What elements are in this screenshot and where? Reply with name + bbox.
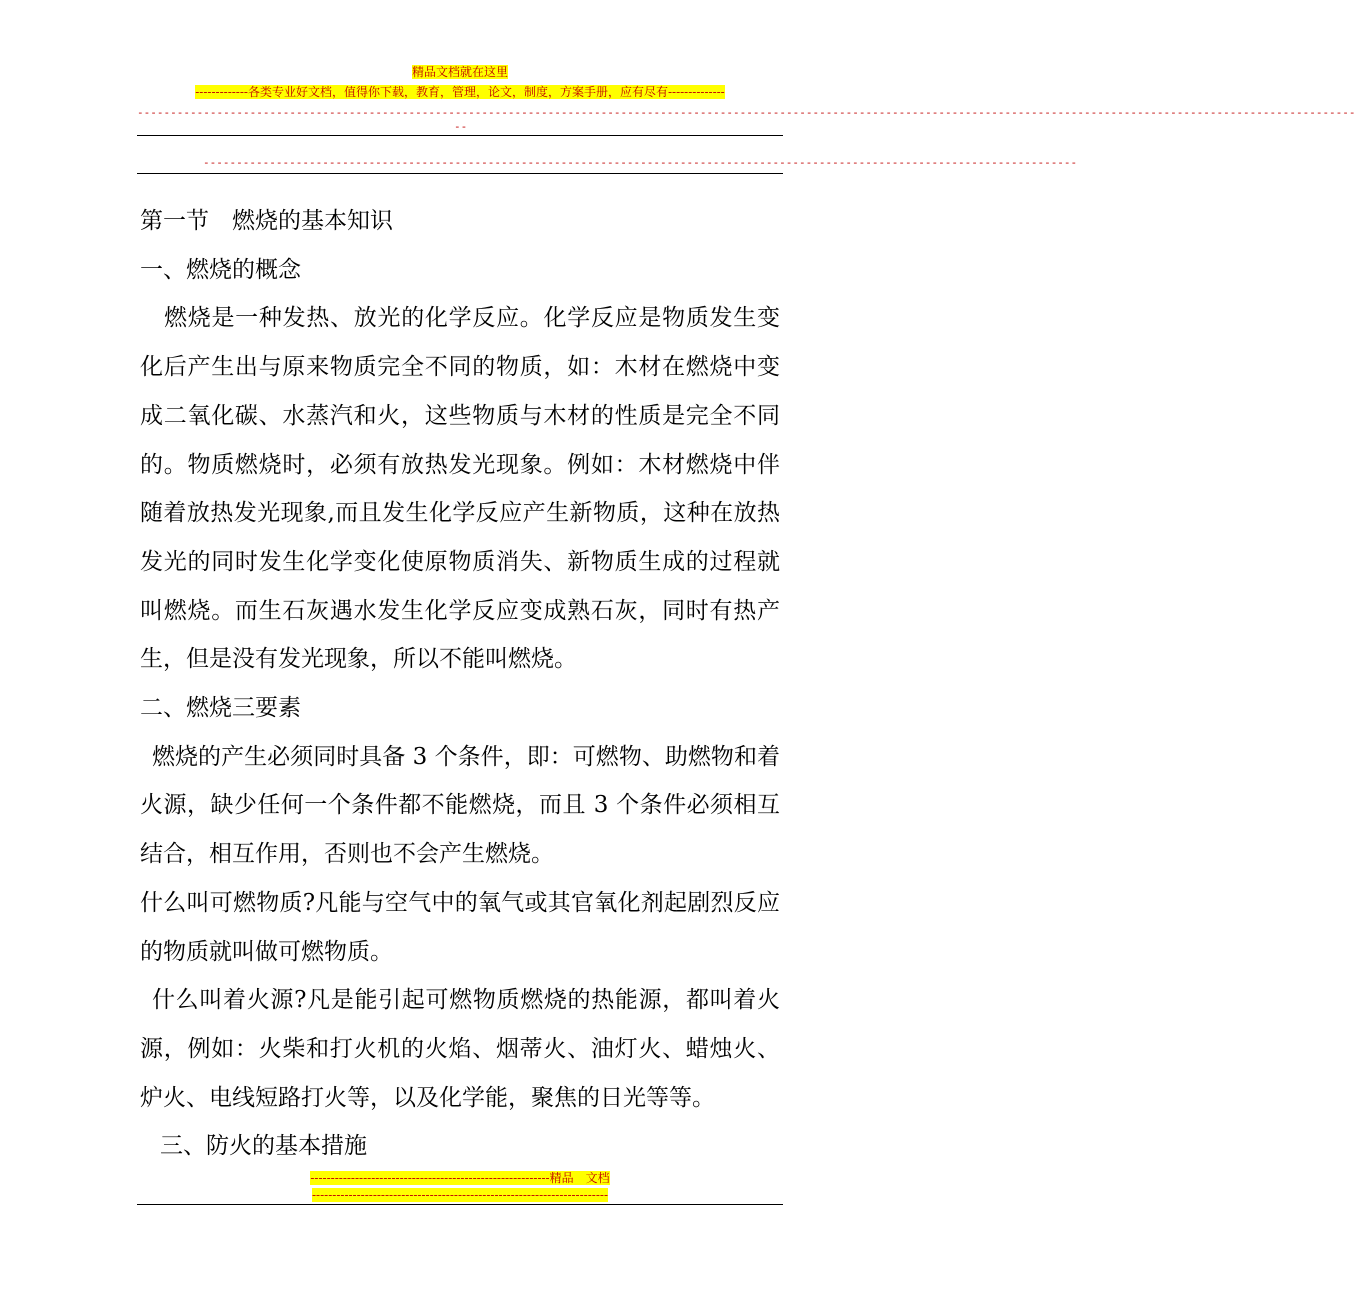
heading-fire-prevention: 三、防火的基本措施 xyxy=(160,1133,367,1160)
header-rule-bottom xyxy=(137,173,783,174)
header-title-text: 精品文档就在这里 xyxy=(411,65,508,79)
header-subtitle-text: -------------各类专业好文档，值得你下载，教育，管理，论文，制度，方案手册，应有尽有-------------- xyxy=(195,85,725,99)
paragraph-concept: 燃烧是一种发热、放光的化学反应。化学反应是物质发生变化后产生出与原来物质完全不同的物质，如：木材在燃烧中变成二氧化碳、水蒸汽和火，这些物质与木材的性质是完全不同的。物质燃烧时，必须有放热发光现象。例如：木材燃烧中伴随着放热发光现象,而且发生化学反应产生新物质，这种在放热发光的同时发生化学变化使原物质消失、新物质生成的过程就叫燃烧。而生石灰遇水发生化学反应变成熟石灰，同时有热产生，但是没有发光现象，所以不能叫燃烧。 xyxy=(140,305,780,673)
footer-rule xyxy=(137,1204,783,1205)
header-dash-line: ---------------------------------------------------------------------------------------------------------------------------------------------------------------------------------------- xyxy=(137,106,1356,119)
document-body xyxy=(140,197,780,1171)
paragraph-combustible: 什么叫可燃物质?凡能与空气中的氧气或其官氧化剂起剧烈反应的物质就叫做可燃物质。 xyxy=(140,889,780,965)
header-subtitle xyxy=(0,84,920,100)
paragraph-ignition-source: 什么叫着火源?凡是能引起可燃物质燃烧的热能源，都叫着火源，例如：火柴和打火机的火焰、烟蒂火、油灯火、蜡烛火、炉火、电线短路打火等，以及化学能，聚焦的日光等等。 xyxy=(140,987,780,1111)
footer-line-2 xyxy=(0,1187,920,1203)
heading-concept: 一、燃烧的概念 xyxy=(140,256,301,283)
footer-line-1 xyxy=(0,1170,920,1186)
header-dash-line-tail: -- xyxy=(454,120,468,133)
section-title: 第一节 燃烧的基本知识 xyxy=(140,208,393,234)
footer-line-2-text: ------------------------------------------------------------------------- xyxy=(312,1188,608,1202)
header-dash-line-2: ------------------------------------------------------------------------------------------------------------------------------------ xyxy=(203,156,1078,169)
heading-three-elements: 二、燃烧三要素 xyxy=(140,695,301,722)
header-title xyxy=(0,64,920,80)
footer-line-1-text: -----------------------------------------------------------精品 文档 xyxy=(310,1171,610,1185)
paragraph-three-elements: 燃烧的产生必须同时具备 3 个条件，即：可燃物、助燃物和着火源，缺少任何一个条件都不能燃烧，而且 3 个条件必须相互结合，相互作用，否则也不会产生燃烧。 xyxy=(140,743,780,868)
header-rule-top xyxy=(137,135,783,136)
